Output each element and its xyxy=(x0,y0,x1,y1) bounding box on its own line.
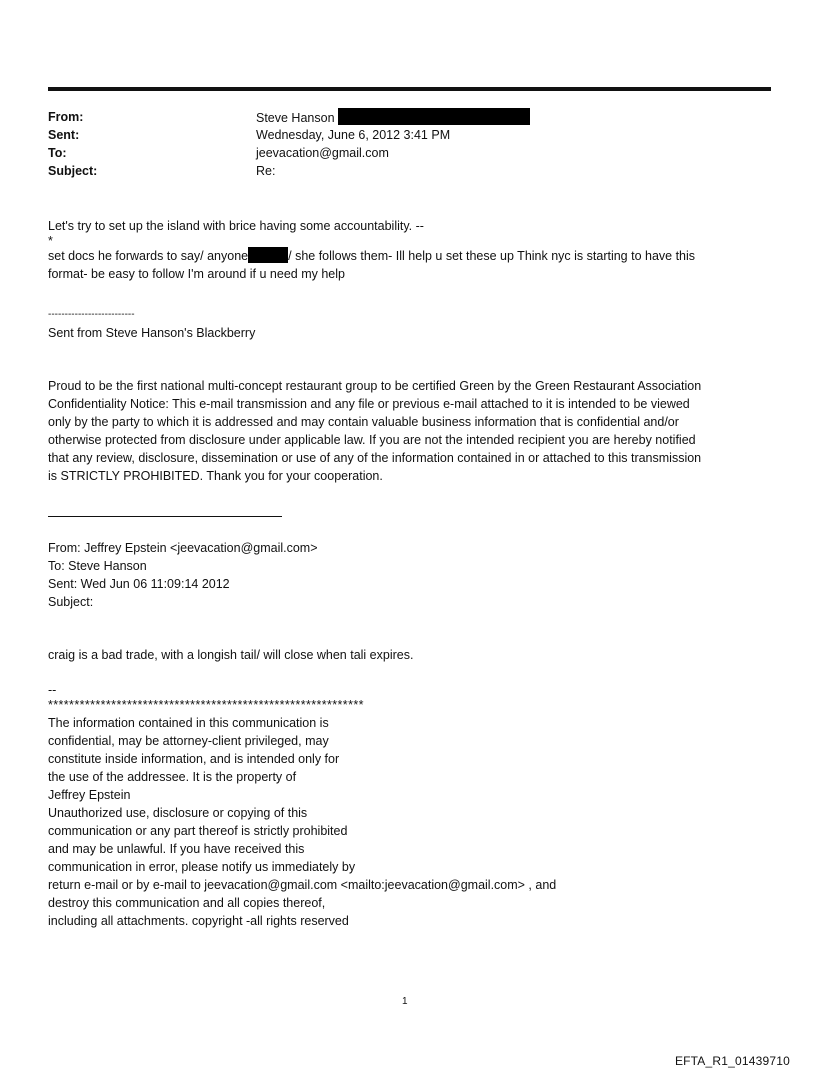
document-id: EFTA_R1_01439710 xyxy=(674,1054,790,1068)
notice-line: including all attachments. copyright -all rights reserved xyxy=(48,914,349,928)
original-subject: Subject: xyxy=(48,595,94,609)
notice-line: Unauthorized use, disclosure or copying of this xyxy=(48,806,308,820)
redaction-box xyxy=(338,108,530,125)
sent-label: Sent: xyxy=(48,128,80,142)
subject-row xyxy=(48,162,748,180)
from-value xyxy=(256,108,530,127)
sent-row xyxy=(48,126,748,144)
email-header xyxy=(48,108,748,180)
from-row xyxy=(48,108,748,126)
message-body xyxy=(48,217,773,283)
original-header xyxy=(48,539,773,611)
message-line xyxy=(48,247,773,265)
subject-label: Subject: xyxy=(48,164,98,178)
original-to: To: Steve Hanson xyxy=(48,559,147,573)
disclaimer-line: only by the party to which it is addressed and may contain valuable business information that is confidential and/or xyxy=(48,415,679,429)
subject-value: Re: xyxy=(256,164,276,178)
original-sent: Sent: Wed Jun 06 11:09:14 2012 xyxy=(48,577,230,591)
notice-line: confidential, may be attorney-client privileged, may xyxy=(48,734,329,748)
header-rule xyxy=(48,87,771,91)
page-number: 1 xyxy=(402,996,408,1007)
disclaimer-block xyxy=(48,377,773,485)
from-name: Steve Hanson xyxy=(256,111,335,125)
disclaimer-line: otherwise protected from disclosure under applicable law. If you are not the intended recipient you are hereby notified xyxy=(48,433,696,447)
signature-dashes: -------------------------- xyxy=(48,309,135,320)
to-row xyxy=(48,144,748,162)
original-from: From: Jeffrey Epstein <jeevacation@gmail.com> xyxy=(48,541,318,555)
notice-line: the use of the addressee. It is the property of xyxy=(48,770,297,784)
message-line: * xyxy=(48,234,53,248)
message-line: Let's try to set up the island with brice having some accountability. -- xyxy=(48,219,424,233)
disclaimer-line: Confidentiality Notice: This e-mail transmission and any file or previous e-mail attached to it is intended to be viewed xyxy=(48,397,690,411)
separator-line xyxy=(48,516,282,517)
disclaimer-line: is STRICTLY PROHIBITED. Thank you for your cooperation. xyxy=(48,469,383,483)
notice-line: constitute inside information, and is intended only for xyxy=(48,752,340,766)
sent-value: Wednesday, June 6, 2012 3:41 PM xyxy=(256,128,451,142)
message-signature xyxy=(48,306,773,342)
message-text: set docs he forwards to say/ anyone xyxy=(48,249,249,263)
message-line: format- be easy to follow I'm around if u need my help xyxy=(48,267,345,281)
to-label: To: xyxy=(48,146,67,160)
disclaimer-line: Proud to be the first national multi-concept restaurant group to be certified Green by the Green Restaurant Association xyxy=(48,379,702,393)
redaction-box xyxy=(248,247,288,263)
original-body xyxy=(48,646,773,664)
to-value: jeevacation@gmail.com xyxy=(256,146,389,160)
notice-line: communication or any part thereof is strictly prohibited xyxy=(48,824,348,838)
notice-line: communication in error, please notify us immediately by xyxy=(48,860,356,874)
notice-stars: ************************************************************ xyxy=(48,698,364,712)
notice-dashes: -- xyxy=(48,683,57,697)
disclaimer-line: that any review, disclosure, dissemination or use of any of the information contained in or attached to this transmission xyxy=(48,451,702,465)
notice-line: Jeffrey Epstein xyxy=(48,788,131,802)
notice-line: destroy this communication and all copies thereof, xyxy=(48,896,326,910)
signature-text: Sent from Steve Hanson's Blackberry xyxy=(48,326,256,340)
original-notice xyxy=(48,681,773,930)
original-body-text: craig is a bad trade, with a longish tail/ will close when tali expires. xyxy=(48,648,414,662)
notice-line: and may be unlawful. If you have received this xyxy=(48,842,305,856)
notice-line: return e-mail or by e-mail to jeevacation@gmail.com <mailto:jeevacation@gmail.com> , and xyxy=(48,878,557,892)
notice-line: The information contained in this communication is xyxy=(48,716,329,730)
from-label: From: xyxy=(48,110,84,124)
message-text: / she follows them- Ill help u set these up Think nyc is starting to have this xyxy=(288,249,696,263)
